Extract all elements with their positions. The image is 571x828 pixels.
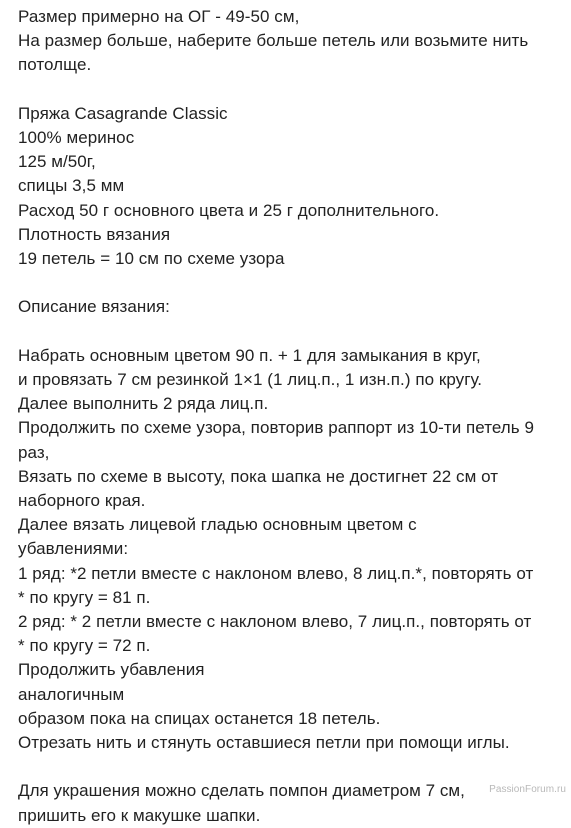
yarn-name-line: Пряжа Casagrande Classic	[18, 103, 228, 123]
instruction-line: Далее выполнить 2 ряда лиц.п.	[18, 394, 269, 414]
yarn-length-line: 125 м/50г,	[18, 152, 96, 172]
instruction-line: * по кругу = 72 п.	[18, 636, 151, 656]
instruction-line: 1 ряд: *2 петли вместе с наклоном влево, 8 лиц.п.*, повторять от	[18, 563, 534, 583]
yarn-composition-line: 100% меринос	[18, 128, 135, 147]
watermark-text: PassionForum.ru	[489, 784, 566, 795]
pompom-line: пришить его к макушке шапки.	[18, 805, 261, 825]
instruction-line: Продолжить убавления	[18, 660, 205, 680]
instruction-line: образом пока на спицах останется 18 петель.	[18, 708, 381, 728]
instruction-line: Набрать основным цветом 90 п. + 1 для замыкания в круг,	[18, 345, 481, 365]
pompom-line: Для украшения можно сделать помпон диаметром 7 см,	[18, 781, 465, 801]
instruction-line: и провязать 7 см резинкой 1×1 (1 лиц.п., 1 изн.п.) по кругу.	[18, 370, 483, 389]
gauge-value-line: 19 петель = 10 см по схеме узора	[18, 249, 285, 269]
instruction-line: Отрезать нить и стянуть оставшиеся петли при помощи иглы.	[18, 733, 510, 753]
needles-line: спицы 3,5 мм	[18, 176, 125, 196]
instruction-line: Продолжить по схеме узора, повторив раппорт из 10-ти петель 9	[18, 418, 534, 438]
instruction-line: аналогичным	[18, 684, 125, 704]
blank-line	[18, 271, 563, 295]
instruction-line: 2 ряд: * 2 петли вместе с наклоном влево, 7 лиц.п., повторять от	[18, 612, 532, 632]
size-adjust-continuation: потолще.	[18, 55, 92, 75]
gauge-heading: Плотность вязания	[18, 224, 171, 244]
blank-line	[18, 78, 563, 102]
document-text	[18, 5, 563, 828]
instruction-line: Вязать по схеме в высоту, пока шапка не достигнет 22 см от	[18, 466, 499, 486]
instruction-line: убавлениями:	[18, 539, 129, 559]
instruction-line: * по кругу = 81 п.	[18, 587, 151, 607]
blank-line	[18, 755, 563, 779]
blank-line	[18, 320, 563, 344]
size-adjust-line: На размер больше, наберите больше петель или возьмите нить	[18, 31, 529, 51]
instruction-line: наборного края.	[18, 491, 146, 511]
size-line: Размер примерно на ОГ - 49-50 см,	[18, 7, 300, 26]
instruction-line: раз,	[18, 442, 50, 462]
instruction-line: Далее вязать лицевой гладью основным цветом с	[18, 515, 417, 535]
yarn-usage-line: Расход 50 г основного цвета и 25 г дополнительного.	[18, 200, 440, 220]
description-heading: Описание вязания:	[18, 297, 170, 317]
